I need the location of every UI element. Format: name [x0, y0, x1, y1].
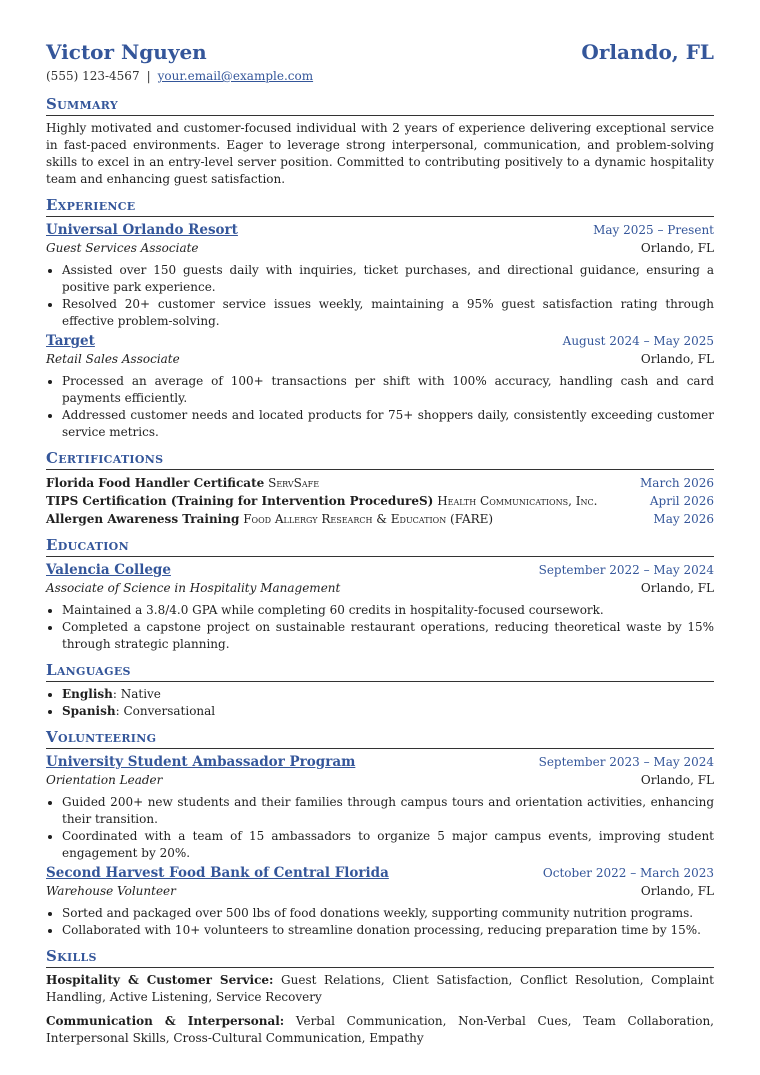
education-entry [46, 561, 714, 653]
certification-row [46, 510, 714, 528]
education-org[interactable]: Valencia College [46, 562, 171, 578]
volunteering-bullets [46, 794, 714, 862]
volunteering-org[interactable]: Second Harvest Food Bank of Central Florida [46, 865, 389, 881]
volunteering-dates: October 2022 – March 2023 [542, 866, 714, 880]
languages-list [46, 686, 714, 720]
experience-role: Guest Services Associate [46, 241, 199, 255]
experience-location: Orlando, FL [640, 241, 714, 255]
section-title-experience: Experience [46, 196, 714, 217]
certification-name: Florida Food Handler Certificate [46, 476, 265, 490]
skill-category: Hospitality & Customer Service: [46, 973, 274, 987]
section-title-summary: Summary [46, 95, 714, 116]
bullet-item: • Addressed customer needs and located products for 75+ shoppers daily, consistently exceeding customer service metrics. [62, 407, 714, 441]
certification-row [46, 492, 714, 510]
skill-row [46, 1013, 714, 1047]
education-location: Orlando, FL [640, 581, 714, 595]
skill-list: Verbal Communication, Non-Verbal Cues, Team Collaboration, Interpersonal Skills, Cross-Cultural Communication, Empathy [46, 1014, 714, 1045]
certification-issuer: Food Allergy Research & Education (FARE) [243, 512, 494, 526]
resume-header [46, 38, 714, 66]
contact-separator: | [146, 69, 151, 83]
education-degree: Associate of Science in Hospitality Management [46, 581, 341, 595]
bullet-item: • Coordinated with a team of 15 ambassadors to organize 5 major campus events, improving student engagement by 20%. [62, 828, 714, 862]
contact-line [46, 68, 714, 85]
volunteering-location: Orlando, FL [640, 884, 714, 898]
certification-row [46, 474, 714, 492]
bullet-item: • Processed an average of 100+ transactions per shift with 100% accuracy, handling cash and card payments efficiently. [62, 373, 714, 407]
language-level: : Native [112, 687, 161, 701]
summary-text: Highly motivated and customer-focused individual with 2 years of experience delivering exceptional service in fast-paced environments. Eager to leverage strong interpersonal, communication, and problem-solving skills to excel in an entry-level server position. Committed to contributing positively to a dynamic hospitality team and enhancing guest satisfaction. [46, 121, 714, 186]
experience-entry [46, 332, 714, 441]
candidate-name: Victor Nguyen [46, 40, 207, 64]
phone-number: (555) 123-4567 [46, 69, 140, 83]
candidate-location: Orlando, FL [581, 40, 714, 64]
language-level: : Conversational [115, 704, 216, 718]
experience-org[interactable]: Universal Orlando Resort [46, 222, 238, 238]
experience-role: Retail Sales Associate [46, 352, 180, 366]
experience-dates: August 2024 – May 2025 [562, 334, 714, 348]
language-name: English [62, 687, 113, 701]
language-name: Spanish [62, 704, 116, 718]
education-dates: September 2022 – May 2024 [538, 563, 714, 577]
certification-date: May 2026 [653, 512, 714, 526]
volunteering-location: Orlando, FL [640, 773, 714, 787]
bullet-item: • Assisted over 150 guests daily with inquiries, ticket purchases, and directional guidance, ensuring a positive park experience. [62, 262, 714, 296]
certification-name: Allergen Awareness Training [46, 512, 240, 526]
skill-list: Guest Relations, Client Satisfaction, Conflict Resolution, Complaint Handling, Active Listening, Service Recovery [46, 973, 715, 1004]
email-link[interactable]: your.email@example.com [157, 69, 314, 83]
language-item [62, 686, 714, 703]
experience-entry [46, 221, 714, 330]
volunteering-org[interactable]: University Student Ambassador Program [46, 754, 356, 770]
section-title-education: Education [46, 536, 714, 557]
section-title-skills: Skills [46, 947, 714, 968]
certification-issuer: ServSafe [268, 476, 320, 490]
certification-date: March 2026 [640, 476, 714, 490]
bullet-item: • Resolved 20+ customer service issues weekly, maintaining a 95% guest satisfaction rating through effective problem-solving. [62, 296, 714, 330]
volunteering-role: Orientation Leader [46, 773, 163, 787]
section-title-certifications: Certifications [46, 449, 714, 470]
bullet-item: • Maintained a 3.8/4.0 GPA while completing 60 credits in hospitality-focused coursework. [62, 602, 714, 619]
bullet-item: • Guided 200+ new students and their families through campus tours and orientation activities, enhancing their transition. [62, 794, 714, 828]
language-item [62, 703, 714, 720]
certification-issuer: Health Communications, Inc. [437, 494, 598, 508]
bullet-item: • Completed a capstone project on sustainable restaurant operations, reducing theoretical waste by 15% through strategic planning. [62, 619, 714, 653]
experience-location: Orlando, FL [640, 352, 714, 366]
bullet-item: • Sorted and packaged over 500 lbs of food donations weekly, supporting community nutrition programs. [62, 905, 714, 922]
resume-page [46, 38, 714, 1054]
education-bullets [46, 602, 714, 653]
volunteering-role: Warehouse Volunteer [46, 884, 176, 898]
section-title-languages: Languages [46, 661, 714, 682]
section-title-volunteering: Volunteering [46, 728, 714, 749]
experience-org[interactable]: Target [46, 333, 95, 349]
skill-row [46, 972, 714, 1006]
certification-name: TIPS Certification (Training for Intervention ProcedureS) [46, 494, 434, 508]
experience-bullets [46, 262, 714, 330]
bullet-item: • Collaborated with 10+ volunteers to streamline donation processing, reducing preparation time by 15%. [62, 922, 714, 939]
volunteering-dates: September 2023 – May 2024 [538, 755, 714, 769]
certification-date: April 2026 [649, 494, 714, 508]
volunteering-entry [46, 864, 714, 939]
skill-category: Communication & Interpersonal: [46, 1014, 285, 1028]
volunteering-bullets [46, 905, 714, 939]
volunteering-entry [46, 753, 714, 862]
experience-bullets [46, 373, 714, 441]
experience-dates: May 2025 – Present [593, 223, 714, 237]
